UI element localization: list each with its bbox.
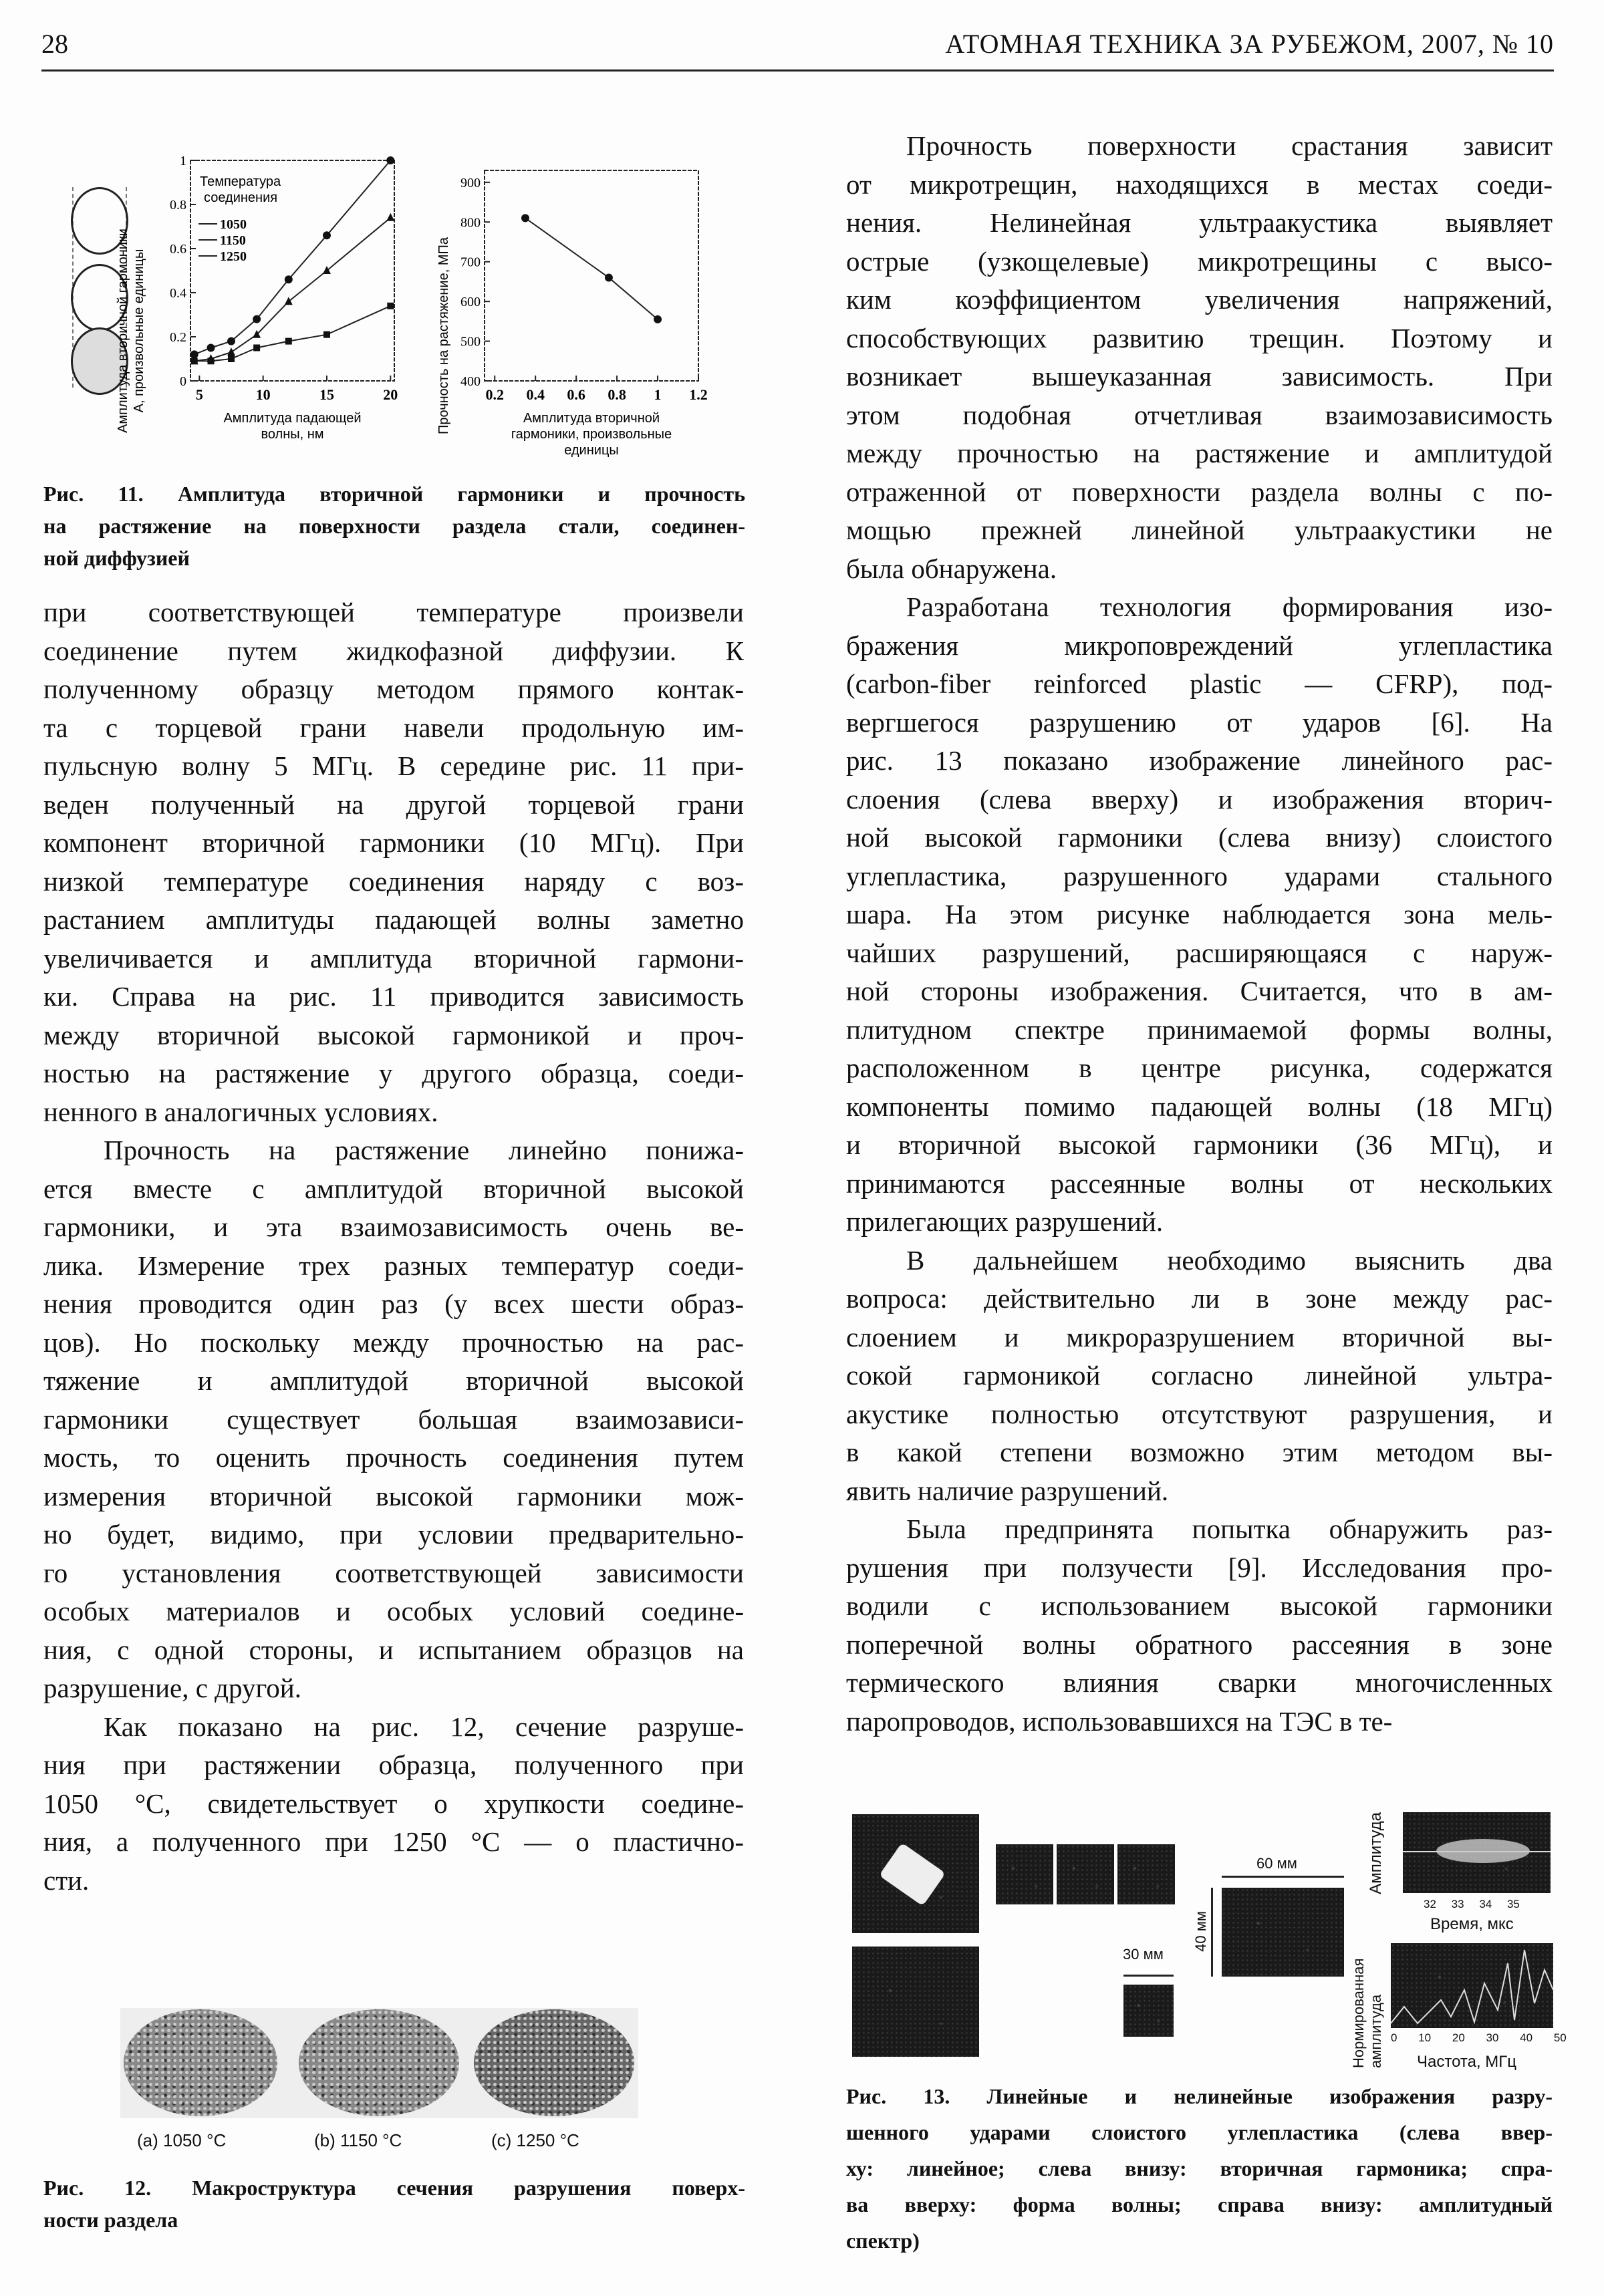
legend-label: 1250 <box>220 249 247 264</box>
data-point <box>208 357 215 364</box>
x-tick-label: 0.4 <box>526 386 545 403</box>
text-line: но будет, видимо, при условии предварительно- <box>43 1519 744 1550</box>
text-line: вопроса: действительно ли в зоне между рас- <box>846 1283 1553 1314</box>
text-line: углепластика, разрушенного ударами стального <box>846 860 1553 891</box>
dimension-60mm: 60 мм <box>1256 1855 1297 1872</box>
data-point <box>285 275 293 283</box>
linear-delamination-image <box>852 1814 979 1933</box>
text-line: компонент вторичной гармоники (10 МГц). При <box>43 827 744 858</box>
figure-13-caption-line: ху: линейное; слева внизу: вторичная гармоника; спра- <box>846 2156 1553 2180</box>
text-line: Прочность на растяжение линейно понижа- <box>104 1135 744 1165</box>
data-point <box>323 331 330 338</box>
y-axis-label-line: А, произвольные единицы <box>132 249 146 413</box>
text-line: нения проводится один раз (у всех шести образ- <box>43 1288 744 1319</box>
text-line: прилегающих разрушений. <box>846 1206 1164 1237</box>
y-tick-label: 0.8 <box>170 198 186 212</box>
data-point <box>227 347 235 355</box>
dimension-arrow-60 <box>1222 1876 1344 1878</box>
tick: 50 <box>1553 2031 1567 2044</box>
right-text-column <box>846 127 1553 1741</box>
y-axis-label: Прочность на растяжение, МПа <box>436 237 451 434</box>
y-axis-label <box>116 229 146 433</box>
waveform-x-ticks <box>1424 1898 1520 1911</box>
text-line: растанием амплитуды падающей волны заметно <box>43 904 744 935</box>
series-line-tensile <box>525 218 658 319</box>
spectrum-x-label: Частота, МГц <box>1417 2053 1517 2071</box>
figure-13-caption-line: шенного ударами слоистого углепластика (слева ввер- <box>846 2120 1553 2144</box>
text-line: ки. Справа на рис. 11 приводится зависимость <box>43 981 744 1012</box>
figure-11-caption-line: на растяжение на поверхности раздела стали, соединен- <box>43 514 745 538</box>
fracture-photo-1150 <box>299 2009 459 2116</box>
y-tick-label: 0 <box>180 374 186 389</box>
text-line: ким коэффициентом увеличения напряжений, <box>846 284 1553 315</box>
text-line: мость, то оценить прочность соединения путем <box>43 1442 744 1473</box>
text-line: ется вместе с амплитудой вторичной высокой <box>43 1173 744 1204</box>
text-line: слоением и микроразрушением вторичной вы- <box>846 1321 1553 1352</box>
text-line: ной стороны изображения. Считается, что в ам- <box>846 976 1553 1006</box>
legend-title-line: соединения <box>204 190 278 205</box>
figure-11-caption-line: ной диффузией <box>43 546 190 570</box>
y-tick-label: 800 <box>460 215 481 231</box>
second-harmonic-image <box>852 1947 979 2057</box>
data-point <box>227 337 235 345</box>
data-point <box>386 156 394 164</box>
text-line: низкой температуре соединения наряду с воз- <box>43 865 744 897</box>
text-line: острые (узкощелевые) микротрещины с высо- <box>846 245 1553 277</box>
data-point <box>323 231 331 239</box>
text-line: возникает вышеуказанная зависимость. При <box>846 361 1553 392</box>
tick: 34 <box>1479 1898 1492 1910</box>
dimension-30mm: 30 мм <box>1123 1946 1164 1963</box>
text-line: Прочность поверхности срастания зависит <box>906 130 1553 161</box>
x-axis-label-line: гармоники, произвольные <box>511 427 672 442</box>
text-line: лика. Измерение трех разных температур соеди- <box>43 1250 744 1281</box>
x-axis-label <box>223 411 361 442</box>
dimension-40mm: 40 мм <box>1192 1911 1209 1952</box>
text-line: мощью прежней линейной ультраакустики не <box>846 515 1553 545</box>
figure-13-caption-line: Рис. 13. Линейные и нелинейные изображения разру- <box>846 2084 1553 2108</box>
photo-label-c: (c) 1250 °C <box>491 2130 579 2150</box>
text-line: плитудном спектре принимаемой формы волны, <box>846 1014 1553 1045</box>
y-tick-label: 600 <box>460 295 481 310</box>
x-axis-label-line: единицы <box>564 443 619 458</box>
text-line: ностью на растяжение у другого образца, соеди- <box>43 1058 744 1089</box>
text-line: между вторичной высокой гармоникой и проч- <box>43 1019 744 1050</box>
text-line: цов). Но поскольку между прочностью на рас- <box>43 1326 744 1358</box>
series-line-1250 <box>194 306 391 362</box>
text-line: отраженной от поверхности раздела волны с по- <box>846 476 1553 507</box>
text-line: соединение путем жидкофазной диффузии. К <box>43 635 744 666</box>
data-point <box>323 266 331 274</box>
data-point <box>285 338 292 345</box>
text-line: и вторичной высокой гармоники (36 МГц), и <box>846 1129 1553 1160</box>
legend-label: 1150 <box>220 233 246 248</box>
text-line: гармоники, и эта взаимозависимость очень ве- <box>43 1211 744 1242</box>
small-detail-image <box>1123 1985 1174 2037</box>
text-line: компоненты помимо падающей волны (18 МГц) <box>846 1091 1553 1122</box>
text-line: сти. <box>43 1864 90 1896</box>
x-axis-label <box>511 411 672 458</box>
fracture-photo-1250 <box>474 2009 634 2116</box>
photo-label-b: (b) 1150 °C <box>314 2130 402 2150</box>
text-line: сокой гармоникой согласно линейной ультра- <box>846 1360 1553 1391</box>
harmonic-slice-image-1 <box>996 1844 1053 1904</box>
text-line: рушения при ползучести [9]. Исследования про- <box>846 1552 1553 1583</box>
text-line: гармоники существует большая взаимозависи- <box>43 1403 744 1435</box>
text-line: Была предпринята попытка обнаружить раз- <box>906 1514 1553 1544</box>
journal-title: АТОМНАЯ ТЕХНИКА ЗА РУБЕЖОМ, 2007, № 10 <box>945 29 1554 59</box>
x-axis-label-line: Амплитуда вторичной <box>523 411 660 426</box>
data-point <box>605 273 613 281</box>
data-point <box>285 297 293 305</box>
text-line: в какой степени возможно этим методом вы- <box>846 1437 1553 1467</box>
figure-12-caption-line: ности раздела <box>43 2208 178 2232</box>
text-line: полученному образцу методом прямого контак- <box>43 674 744 704</box>
y-tick-label: 400 <box>460 374 481 389</box>
text-line: была обнаружена. <box>846 553 1057 584</box>
text-line: шара. На этом рисунке наблюдается зона мель- <box>846 899 1553 929</box>
data-point <box>191 357 198 364</box>
x-axis-label-line: волны, нм <box>261 427 324 442</box>
y-tick-label: 700 <box>460 255 481 270</box>
text-line: принимаются рассеянные волны от нескольких <box>846 1167 1553 1199</box>
header-rule <box>41 69 1554 71</box>
text-line: ния, с одной стороны, и испытанием образцов на <box>43 1634 744 1665</box>
text-line: водили с использованием высокой гармоники <box>846 1590 1553 1621</box>
x-axis-label-line: Амплитуда падающей <box>223 411 362 426</box>
text-line: ния, а полученного при 1250 °C — о пластично- <box>43 1826 744 1857</box>
fracture-photo-1050 <box>124 2009 277 2116</box>
tick: 35 <box>1506 1898 1520 1910</box>
data-point <box>253 345 260 351</box>
figure-13-caption-line: ва вверху: форма волны; справа внизу: амплитудный <box>846 2192 1553 2216</box>
text-line: расположенном в центре рисунка, содержатся <box>846 1052 1553 1083</box>
figure-11-charts <box>116 134 722 468</box>
waveform-y-label: Амплитуда <box>1367 1812 1385 1894</box>
figure-12-photo-strip <box>120 2008 638 2118</box>
text-line: вергшегося разрушению от ударов [6]. На <box>846 706 1553 738</box>
text-line: тяжение и амплитудой вторичной высокой <box>43 1365 744 1396</box>
tick: 30 <box>1486 2031 1499 2044</box>
waveform-x-label: Время, мкс <box>1430 1915 1514 1933</box>
data-point <box>521 214 529 222</box>
spectrum-y-label: Нормированная амплитуда <box>1350 1958 1384 2068</box>
text-line: измерения вторичной высокой гармоники мож- <box>43 1480 744 1512</box>
dimension-arrow-40 <box>1211 1888 1213 1977</box>
text-line: паропроводов, использовавшихся на ТЭС в те- <box>846 1705 1393 1737</box>
tick: 10 <box>1418 2031 1432 2044</box>
page-number: 28 <box>41 29 68 59</box>
tick: 0 <box>1391 2031 1397 2044</box>
y-tick-label: 900 <box>460 175 481 190</box>
x-tick-label: 15 <box>319 386 334 403</box>
y-tick-label: 0.6 <box>170 242 186 257</box>
plot-frame <box>485 170 698 381</box>
text-line: ния при растяжении образца, полученного при <box>43 1749 744 1780</box>
text-line: 1050 °C, свидетельствует о хрупкости соедине- <box>43 1787 744 1819</box>
tick: 33 <box>1451 1898 1464 1910</box>
tick: 20 <box>1452 2031 1465 2044</box>
text-line: при соответствующей температуре произвели <box>43 597 744 627</box>
text-line: чайших разрушений, расширяющаяся с наруж- <box>846 937 1553 968</box>
photo-label-a: (a) 1050 °C <box>137 2130 227 2150</box>
spectrum-x-ticks <box>1391 2031 1567 2045</box>
text-line: способствующих развитию трещин. Поэтому и <box>846 322 1553 353</box>
x-tick-label: 10 <box>255 386 271 403</box>
legend-label: 1050 <box>220 217 247 232</box>
text-line: го установления соответствующей зависимости <box>43 1557 744 1588</box>
text-line: термического влияния сварки многочисленных <box>846 1667 1553 1698</box>
text-line: между прочностью на растяжение и амплитудой <box>846 438 1553 468</box>
text-line: поперечной волны обратного рассеяния в зоне <box>846 1628 1553 1660</box>
x-tick-label: 0.8 <box>608 386 626 403</box>
figure-11-caption-line: Рис. 11. Амплитуда вторичной гармоники и прочность <box>43 482 745 506</box>
x-tick-label: 20 <box>383 386 398 403</box>
dimension-arrow-30 <box>1123 1975 1174 1977</box>
data-point <box>253 315 261 323</box>
tick: 32 <box>1424 1898 1436 1910</box>
x-tick-label: 1.2 <box>689 386 708 403</box>
legend-title <box>200 174 281 205</box>
text-line: ненного в аналогичных условиях. <box>43 1096 438 1127</box>
text-line: пульсную волну 5 МГц. В середине рис. 11 при- <box>43 750 744 781</box>
data-point <box>654 315 662 323</box>
text-line: та с торцевой грани навели продольную им- <box>43 712 744 743</box>
text-line: от микротрещин, находящихся в местах соеди- <box>846 168 1553 200</box>
data-point <box>207 344 215 352</box>
text-line: нения. Нелинейная ультраакустика выявляет <box>846 207 1553 238</box>
text-line: акустике полностью отсутствуют разрушения, и <box>846 1398 1553 1429</box>
text-line: явить наличие разрушений. <box>846 1475 1169 1506</box>
text-line: этом подобная отчетливая взаимозависимость <box>846 399 1553 430</box>
data-point <box>386 213 394 221</box>
y-axis-label-line: Амплитуда вторичной гармоники <box>116 229 130 433</box>
x-tick-label: 0.6 <box>567 386 585 403</box>
x-tick-label: 0.2 <box>485 386 504 403</box>
harmonic-slice-image-3 <box>1117 1844 1175 1904</box>
harmonic-slice-image-2 <box>1057 1844 1114 1904</box>
data-point <box>228 355 235 362</box>
text-line: веден полученный на другой торцевой грани <box>43 788 744 820</box>
y-tick-label: 500 <box>460 334 481 349</box>
text-line: разрушение, с другой. <box>43 1673 301 1703</box>
y-tick-label: 0.4 <box>170 286 186 301</box>
left-text-column <box>43 593 744 1900</box>
text-line: Как показано на рис. 12, сечение разруше- <box>104 1711 744 1742</box>
center-received-wave-image <box>1222 1888 1344 1977</box>
y-tick-label: 0.2 <box>170 330 186 345</box>
text-line: рис. 13 показано изображение линейного рас- <box>846 745 1553 776</box>
text-line: бражения микроповреждений углепластика <box>846 629 1553 661</box>
text-line: (carbon-fiber reinforced plastic — CFRP), под- <box>846 668 1553 699</box>
spectrum-trace <box>1391 1943 1553 2028</box>
x-tick-label: 1 <box>654 386 662 403</box>
x-tick-label: 5 <box>195 386 203 403</box>
text-line: особых материалов и особых условий соедине- <box>43 1596 744 1626</box>
text-line: слоения (слева вверху) и изображения вторич- <box>846 783 1553 815</box>
figure-12-caption-line: Рис. 12. Макроструктура сечения разрушения поверх- <box>43 2176 745 2200</box>
legend-title-line: Температура <box>200 174 281 189</box>
waveform-plot <box>1403 1812 1551 1893</box>
y-tick-label: 1 <box>180 154 186 168</box>
data-point <box>387 303 394 309</box>
text-line: увеличивается и амплитуда вторичной гармони- <box>43 942 744 974</box>
text-line: В дальнейшем необходимо выяснить два <box>906 1244 1553 1276</box>
text-line: ной высокой гармоники (слева внизу) слоистого <box>846 822 1553 853</box>
figure-13-caption-line: спектр) <box>846 2229 920 2253</box>
spectrum-plot <box>1391 1943 1553 2028</box>
text-line: Разработана технология формирования изо- <box>906 591 1553 622</box>
tick: 40 <box>1520 2031 1533 2044</box>
